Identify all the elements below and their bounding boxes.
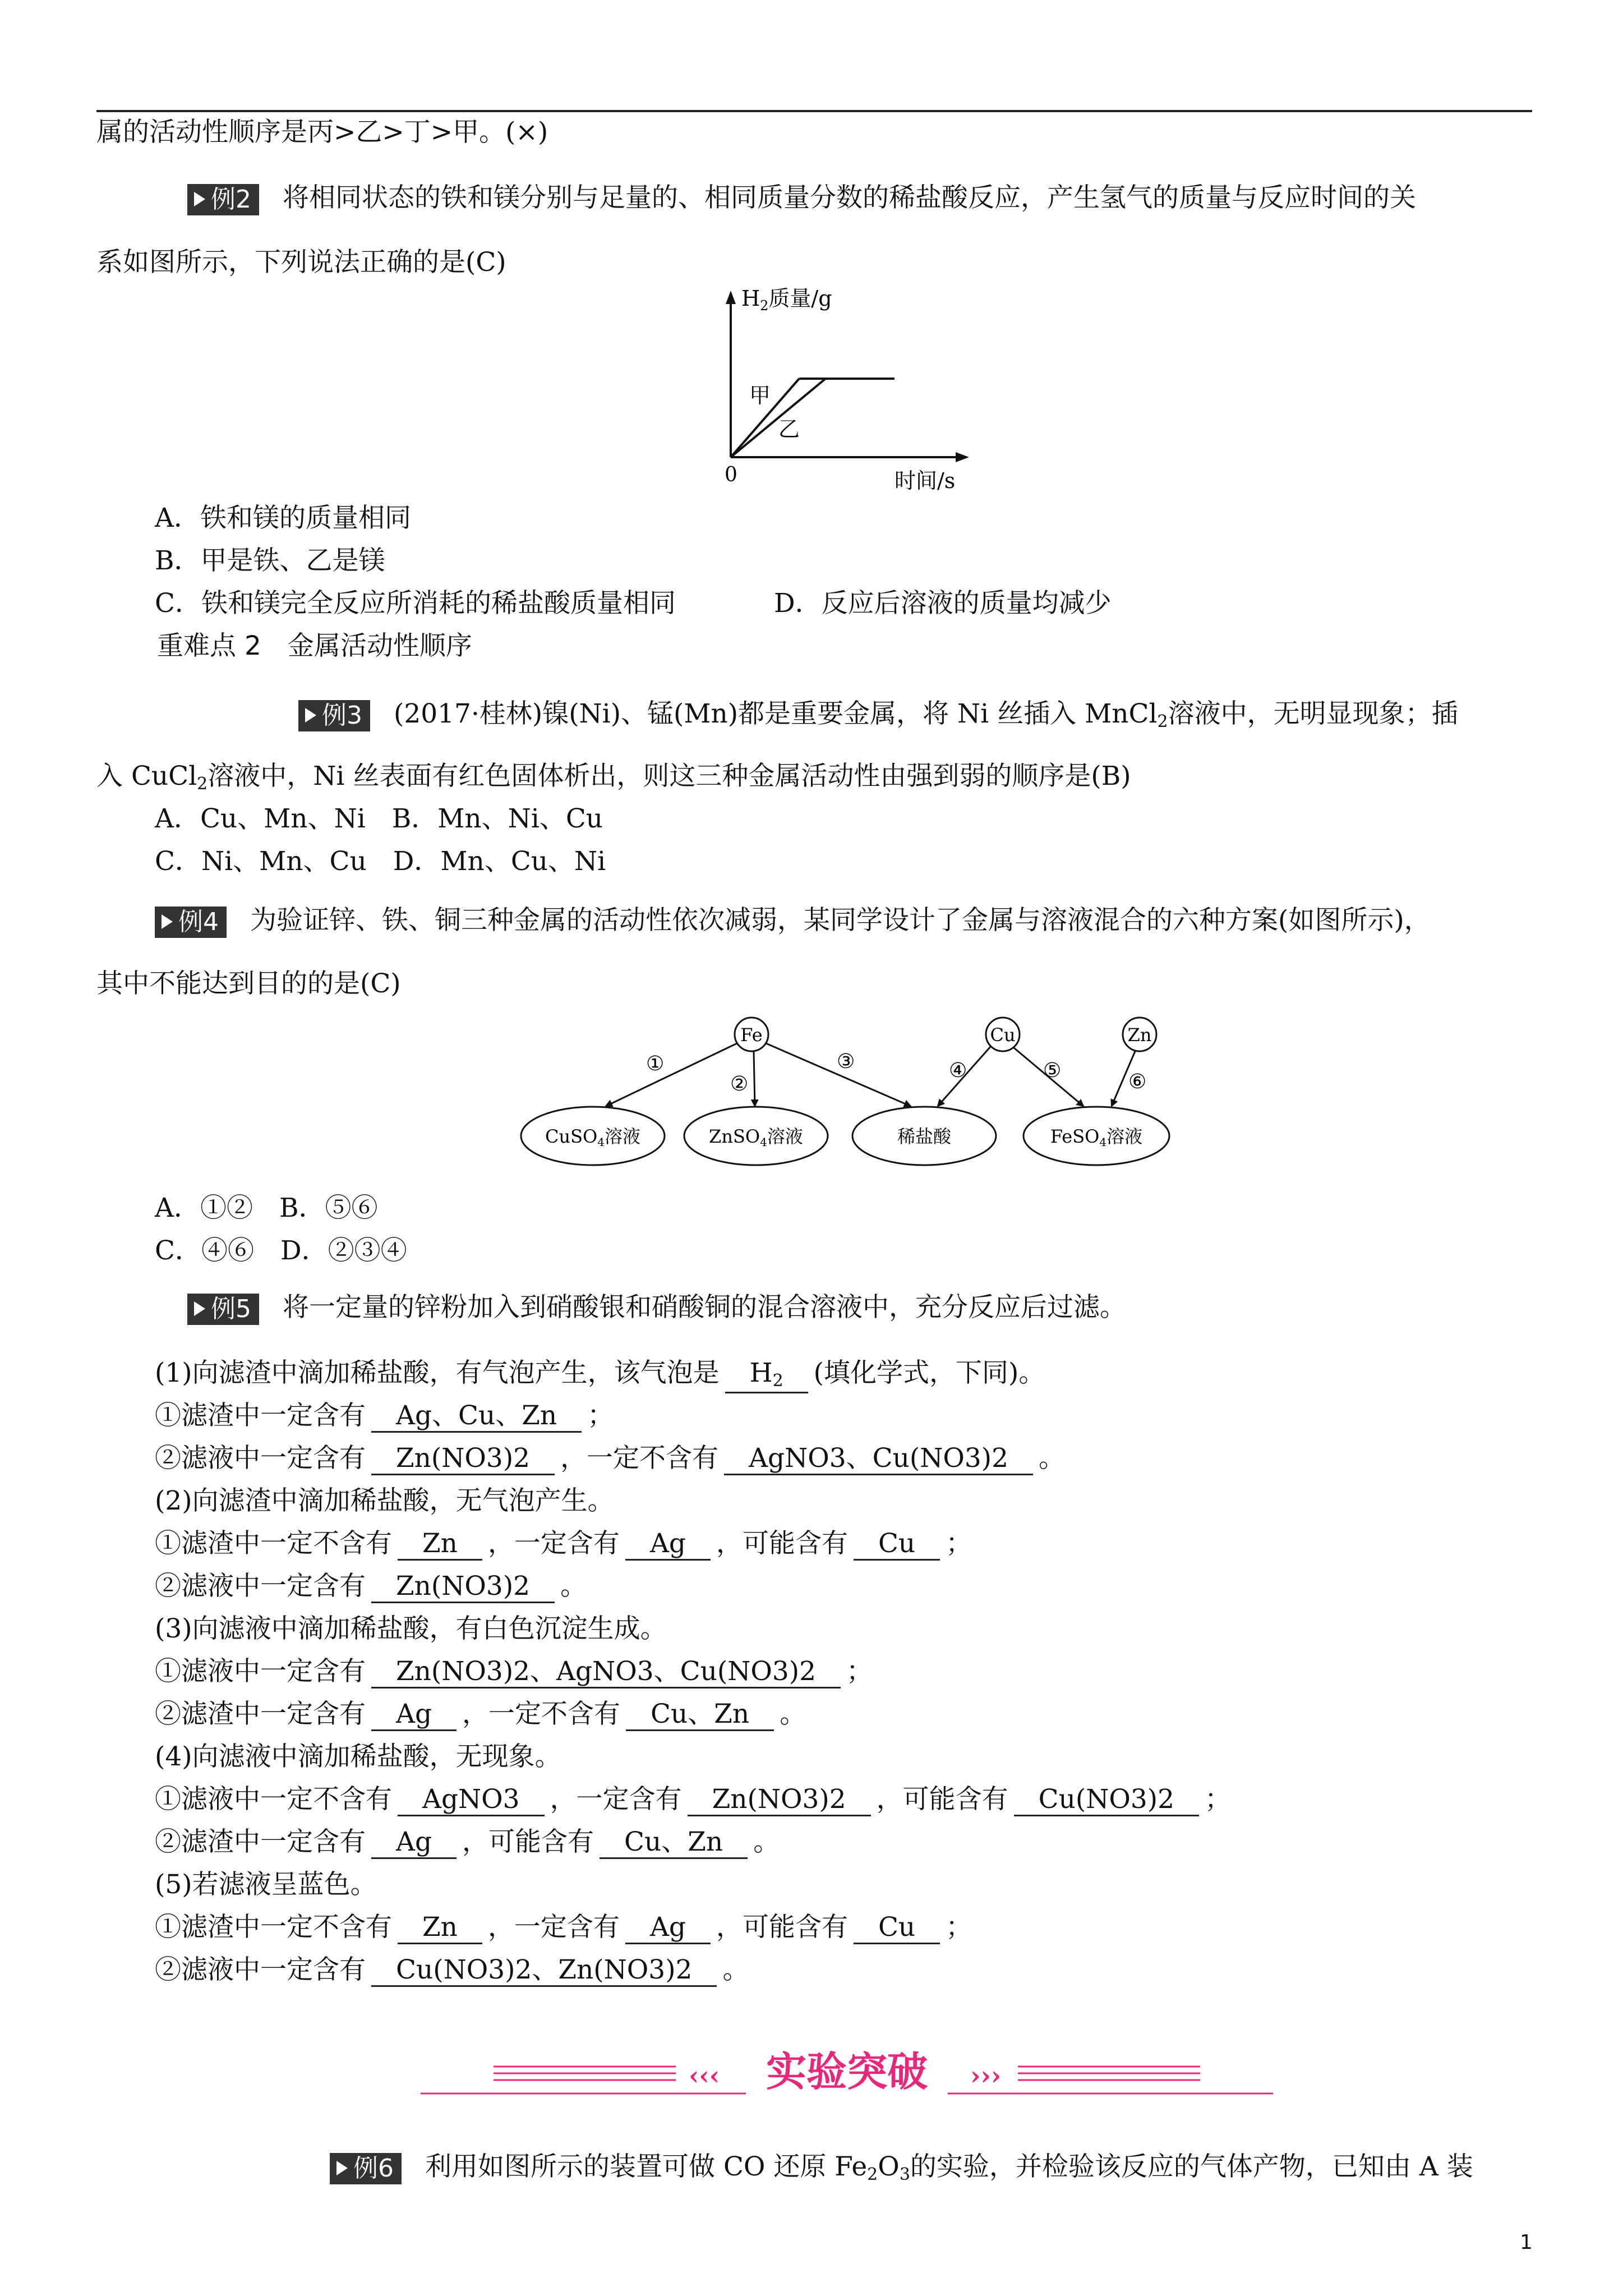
q4b-answer: Ag bbox=[371, 1829, 457, 1859]
example-5-intro: 例5 将一定量的锌粉加入到硝酸银和硝酸铜的混合溶液中，充分反应后过滤。 bbox=[187, 1294, 1126, 1325]
q1-answer: $H_2$ bbox=[725, 1360, 808, 1393]
example-4-line-2: 其中不能达到目的的是(C) bbox=[96, 968, 401, 999]
q1a-line: ①滤渣中一定含有 Ag、Cu、Zn ； bbox=[155, 1402, 614, 1433]
banner-title: 实验突破 bbox=[766, 2047, 928, 2095]
q2a-answer: Zn bbox=[398, 1530, 482, 1561]
example-4-tag: 例4 bbox=[155, 907, 227, 938]
solution-hcl-label: 稀盐酸 bbox=[897, 1126, 952, 1147]
q3a-answer: Zn(NO3)2、AgNO3、Cu(NO3)2 bbox=[371, 1658, 841, 1688]
section-banner bbox=[421, 2042, 1273, 2104]
metal-cu-label: Cu bbox=[990, 1024, 1016, 1046]
example-3-options-2: C．Ni、Mn、Cu D．Mn、Cu、Ni bbox=[155, 846, 606, 877]
example-3-line-1: 例3 (2017·桂林)镍(Ni)、锰(Mn)都是重要金属，将 Ni 丝插入 MnCl$_2$溶液中，无明显现象；插 bbox=[298, 700, 1458, 731]
play-icon bbox=[194, 192, 205, 206]
example-3-line-2: 入 CuCl$_2$溶液中，Ni 丝表面有红色固体析出，则这三种金属活动性由强到弱的顺序是(B) bbox=[96, 761, 1131, 794]
example-5-tag: 例5 bbox=[187, 1294, 259, 1325]
arrow-4-label: ④ bbox=[949, 1059, 967, 1082]
q1-line: (1)向滤渣中滴加稀盐酸，有气泡产生，该气泡是 $H_2$ (填化学式，下同)。 bbox=[155, 1360, 1045, 1393]
q5-line: (5)若滤液呈蓝色。 bbox=[155, 1869, 377, 1900]
q4b-line: ②滤渣中一定含有 Ag ，可能含有 Cu、Zn 。 bbox=[155, 1829, 780, 1859]
q4a-answer-2: Zn(NO3)2 bbox=[688, 1786, 871, 1816]
arrow-6-label: ⑥ bbox=[1128, 1070, 1147, 1093]
graph-x-arrow bbox=[956, 452, 969, 462]
graph-label-a: 甲 bbox=[749, 383, 771, 408]
q1b-line: ②滤液中一定含有 Zn(NO3)2 ，一定不含有 AgNO3、Cu(NO3)2 。 bbox=[155, 1445, 1065, 1475]
arrow-1 bbox=[606, 1043, 737, 1106]
arrow-1-label: ① bbox=[646, 1052, 665, 1075]
graph-y-label: $H_2$质量/g bbox=[741, 286, 832, 314]
q3b-answer-2: Cu、Zn bbox=[626, 1701, 774, 1731]
example-4-options-2: C．④⑥ D．②③④ bbox=[155, 1235, 407, 1266]
banner-right-chevrons: ››› bbox=[970, 2060, 1002, 2091]
q5a-answer: Zn bbox=[398, 1914, 482, 1944]
q5a-line: ①滤渣中一定不含有 Zn ，一定含有 Ag ，可能含有 Cu ； bbox=[155, 1914, 972, 1944]
arrow-5-label: ⑤ bbox=[1043, 1059, 1062, 1082]
q1a-answer: Ag、Cu、Zn bbox=[371, 1402, 582, 1433]
continued-line: 属的活动性顺序是丙>乙>丁>甲。(×) bbox=[96, 117, 548, 148]
q2b-line: ②滤液中一定含有 Zn(NO3)2 。 bbox=[155, 1573, 587, 1603]
q1b-answer-2: AgNO3、Cu(NO3)2 bbox=[724, 1445, 1033, 1475]
q2a-answer-2: Ag bbox=[625, 1530, 711, 1561]
page-number: 1 bbox=[1520, 2231, 1533, 2254]
example-3-tag: 例3 bbox=[298, 700, 370, 731]
example-2-option-b: B．甲是铁、乙是镁 bbox=[155, 545, 385, 576]
q5a-answer-3: Cu bbox=[854, 1914, 940, 1944]
header-rule bbox=[96, 110, 1532, 112]
example-3-options-1: A．Cu、Mn、Ni B．Mn、Ni、Cu bbox=[155, 803, 603, 834]
play-icon bbox=[162, 914, 173, 929]
solution-feso4-label: FeSO4溶液 bbox=[1050, 1126, 1143, 1149]
reaction-scheme-diagram bbox=[516, 1010, 1178, 1195]
q3a-line: ①滤液中一定含有 Zn(NO3)2、AgNO3、Cu(NO3)2 ； bbox=[155, 1658, 873, 1688]
q5a-answer-2: Ag bbox=[625, 1914, 711, 1944]
example-2-option-d: D．反应后溶液的质量均减少 bbox=[774, 588, 1112, 619]
q1b-answer: Zn(NO3)2 bbox=[371, 1445, 555, 1475]
play-icon bbox=[336, 2161, 348, 2175]
q2-line: (2)向滤渣中滴加稀盐酸，无气泡产生。 bbox=[155, 1485, 614, 1516]
solution-cuso4-label: CuSO4溶液 bbox=[545, 1126, 640, 1149]
graph-origin: 0 bbox=[725, 463, 737, 486]
example-2-option-c: C．铁和镁完全反应所消耗的稀盐酸质量相同 bbox=[155, 588, 676, 619]
arrow-2-label: ② bbox=[730, 1073, 749, 1096]
example-4-options-1: A．①② B．⑤⑥ bbox=[155, 1193, 378, 1223]
play-icon bbox=[305, 708, 316, 723]
q2b-answer: Zn(NO3)2 bbox=[371, 1573, 555, 1603]
graph-y-arrow bbox=[726, 291, 736, 304]
example-2-option-a: A．铁和镁的质量相同 bbox=[155, 503, 411, 533]
q4-line: (4)向滤液中滴加稀盐酸，无现象。 bbox=[155, 1741, 561, 1772]
q5b-line: ②滤液中一定含有 Cu(NO3)2、Zn(NO3)2 。 bbox=[155, 1957, 749, 1987]
q3-line: (3)向滤液中滴加稀盐酸，有白色沉淀生成。 bbox=[155, 1613, 667, 1644]
q2a-answer-3: Cu bbox=[854, 1530, 940, 1561]
solution-znso4-label: ZnSO4溶液 bbox=[709, 1126, 803, 1149]
example-2-tag: 例2 bbox=[187, 184, 259, 215]
q3b-answer: Ag bbox=[371, 1701, 457, 1731]
example-2-line-2: 系如图所示，下列说法正确的是(C) bbox=[96, 247, 506, 278]
example-6-line-1: 例6 利用如图所示的装置可做 CO 还原 $Fe_2O_3$的实验，并检验该反应的气体产物，已知由 A 装 bbox=[330, 2153, 1473, 2184]
example-4-line-1: 例4 为验证锌、铁、铜三种金属的活动性依次减弱，某同学设计了金属与溶液混合的六种方案(如图所示)， bbox=[155, 907, 1431, 938]
q4a-line: ①滤液中一定不含有 AgNO3 ，一定含有 Zn(NO3)2 ，可能含有 Cu(NO3)2 ； bbox=[155, 1786, 1231, 1816]
arrow-3-label: ③ bbox=[837, 1050, 855, 1073]
q5b-answer: Cu(NO3)2、Zn(NO3)2 bbox=[371, 1957, 717, 1987]
arrow-2 bbox=[754, 1051, 755, 1106]
metal-fe-label: Fe bbox=[740, 1024, 763, 1046]
hydrogen-mass-graph bbox=[712, 280, 981, 499]
q3b-line: ②滤渣中一定含有 Ag ，一定不含有 Cu、Zn 。 bbox=[155, 1701, 806, 1731]
graph-x-label: 时间/s bbox=[895, 468, 956, 493]
q4a-answer: AgNO3 bbox=[398, 1786, 545, 1816]
metal-zn-label: Zn bbox=[1127, 1024, 1152, 1046]
play-icon bbox=[194, 1301, 205, 1316]
section-heading: 重难点 2 金属活动性顺序 bbox=[157, 631, 472, 661]
q4a-answer-3: Cu(NO3)2 bbox=[1014, 1786, 1199, 1816]
example-2-line-1: 例2 将相同状态的铁和镁分别与足量的、相同质量分数的稀盐酸反应，产生氢气的质量与反应时间的关 bbox=[187, 184, 1416, 215]
banner-left-chevrons: ‹‹‹ bbox=[689, 2060, 720, 2091]
q4b-answer-2: Cu、Zn bbox=[600, 1829, 748, 1859]
q2a-line: ①滤渣中一定不含有 Zn ，一定含有 Ag ，可能含有 Cu ； bbox=[155, 1530, 972, 1561]
example-6-tag: 例6 bbox=[330, 2153, 402, 2184]
graph-label-b: 乙 bbox=[778, 417, 800, 441]
